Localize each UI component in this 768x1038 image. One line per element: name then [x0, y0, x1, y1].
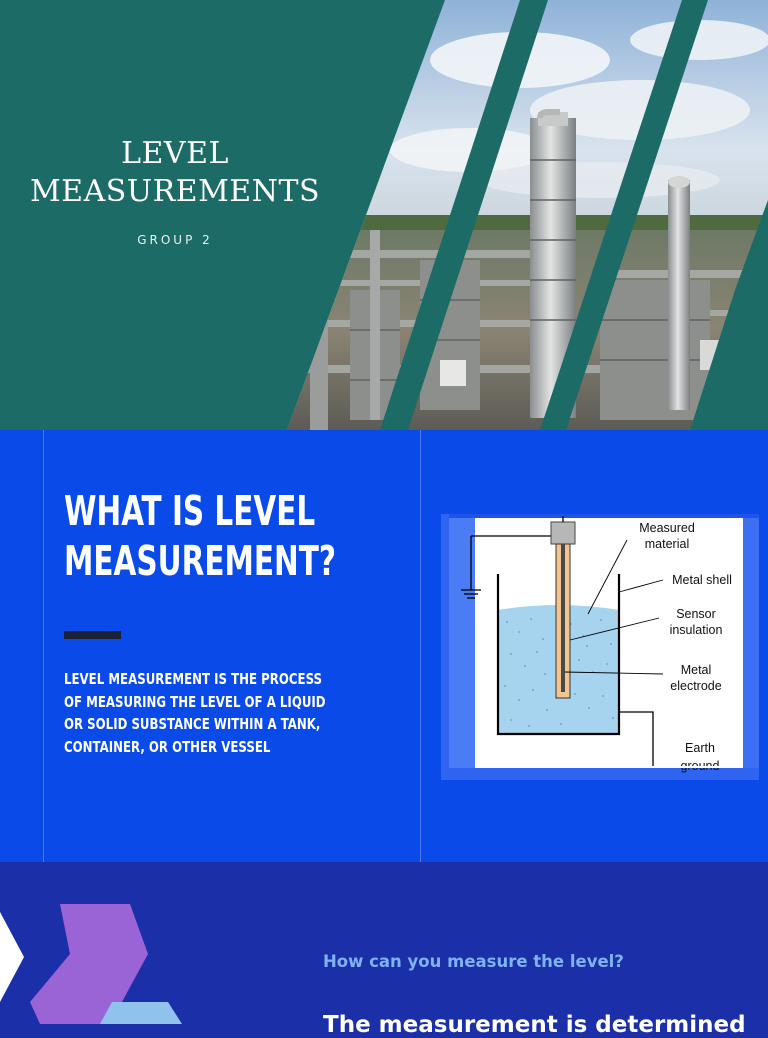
slide-heading [64, 486, 336, 586]
definition-slide [0, 430, 768, 862]
label-metal-electrode-2: electrode [670, 679, 722, 693]
method-slide [0, 862, 768, 1038]
light-blue-shape [100, 1002, 182, 1024]
sensor-diagram [441, 514, 759, 780]
divider-line-left [43, 430, 44, 862]
slide-question: How can you measure the level? [323, 952, 624, 971]
decorative-chevron-shapes [0, 862, 768, 1024]
presentation-title [10, 135, 340, 211]
presentation-subtitle: GROUP 2 [137, 233, 213, 247]
label-measured-material-1: Measured [639, 521, 695, 535]
slide-body-text: The measurement is determined [323, 1012, 746, 1038]
accent-bar [64, 631, 121, 639]
divider-line-middle [420, 430, 421, 862]
label-sensor-insulation-2: insulation [669, 623, 723, 637]
title-line-1: LEVEL [121, 136, 229, 171]
white-chevron-shape [0, 912, 24, 1002]
heading-line-2: MEASUREMENT? [64, 537, 336, 585]
label-sensor-insulation-1: Sensor [676, 607, 716, 621]
label-measured-material-2: material [644, 537, 690, 551]
label-earth-ground-1: Earth [685, 741, 715, 755]
definition-text: LEVEL MEASUREMENT IS THE PROCESS OF MEASURING THE LEVEL OF A LIQUID OR SOLID SUBSTANCE WITHIN A TANK, CONTAINER, OR OTHER VESSEL [64, 670, 326, 756]
title-line-2: MEASUREMENTS [29, 174, 321, 209]
label-metal-shell: Metal shell [672, 573, 732, 587]
heading-line-1: WHAT IS LEVEL [64, 487, 316, 535]
label-metal-electrode-1: Metal [680, 663, 712, 677]
title-block [10, 135, 340, 247]
capacitive-level-sensor-diagram [441, 514, 759, 780]
title-slide [0, 0, 768, 430]
